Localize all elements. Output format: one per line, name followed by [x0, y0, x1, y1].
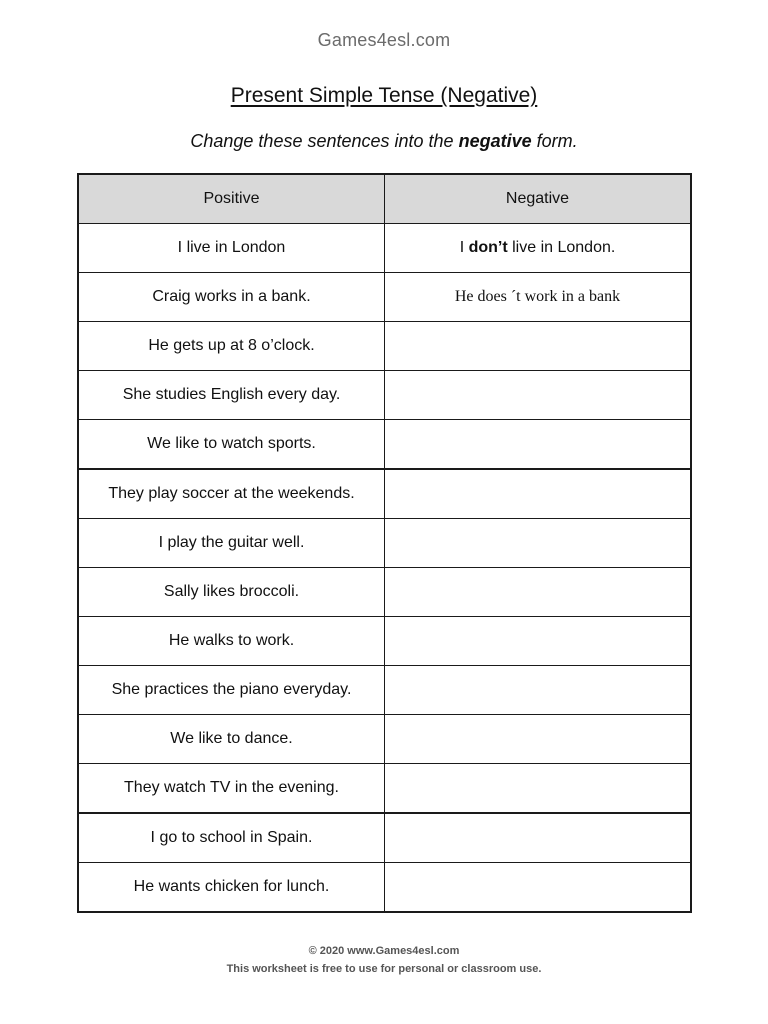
positive-cell: We like to watch sports. — [78, 420, 385, 470]
site-header: Games4esl.com — [317, 30, 451, 50]
positive-cell: I go to school in Spain. — [78, 813, 385, 863]
example-bold: don’t — [468, 239, 508, 256]
instruction-emphasis: negative — [458, 131, 532, 151]
negative-cell[interactable] — [385, 371, 692, 420]
negative-cell[interactable]: He does ´t work in a bank — [385, 273, 692, 322]
negative-cell[interactable] — [385, 519, 692, 568]
footer-note: This worksheet is free to use for personal or classroom use. — [226, 963, 542, 975]
positive-cell: We like to dance. — [78, 715, 385, 764]
negative-cell[interactable] — [385, 617, 692, 666]
negative-cell-example[interactable] — [385, 224, 692, 273]
worksheet-table — [77, 173, 692, 913]
positive-cell: He gets up at 8 o’clock. — [78, 322, 385, 371]
page-title: Present Simple Tense (Negative) — [230, 84, 538, 107]
negative-cell[interactable] — [385, 666, 692, 715]
table-header-row — [78, 174, 691, 224]
negative-cell[interactable] — [385, 764, 692, 814]
table-row — [78, 322, 691, 371]
table-row — [78, 813, 691, 863]
table-row — [78, 863, 691, 913]
negative-cell[interactable] — [385, 469, 692, 519]
table-row — [78, 617, 691, 666]
positive-cell: They play soccer at the weekends. — [78, 469, 385, 519]
example-after: live in London. — [507, 239, 616, 256]
table-row — [78, 519, 691, 568]
footer-copyright: © 2020 www.Games4esl.com — [308, 945, 460, 957]
table-row — [78, 420, 691, 470]
table-row — [78, 666, 691, 715]
table-row — [78, 764, 691, 814]
positive-cell: He wants chicken for lunch. — [78, 863, 385, 913]
positive-cell: Sally likes broccoli. — [78, 568, 385, 617]
negative-cell[interactable] — [385, 863, 692, 913]
table-row — [78, 715, 691, 764]
positive-cell: She practices the piano everyday. — [78, 666, 385, 715]
table-row — [78, 273, 691, 322]
negative-cell[interactable] — [385, 568, 692, 617]
footer — [0, 942, 768, 978]
table-row — [78, 224, 691, 273]
instruction — [0, 131, 768, 152]
negative-cell[interactable] — [385, 715, 692, 764]
header-positive: Positive — [78, 174, 385, 224]
instruction-before: Change these sentences into the — [190, 131, 459, 151]
negative-cell[interactable] — [385, 322, 692, 371]
positive-cell: I live in London — [78, 224, 385, 273]
negative-cell[interactable] — [385, 813, 692, 863]
instruction-after: form. — [531, 131, 578, 151]
positive-cell: Craig works in a bank. — [78, 273, 385, 322]
table-row — [78, 469, 691, 519]
example-before: I — [459, 239, 469, 256]
positive-cell: They watch TV in the evening. — [78, 764, 385, 814]
positive-cell: She studies English every day. — [78, 371, 385, 420]
positive-cell: He walks to work. — [78, 617, 385, 666]
table-row — [78, 568, 691, 617]
positive-cell: I play the guitar well. — [78, 519, 385, 568]
negative-cell[interactable] — [385, 420, 692, 470]
header-negative: Negative — [385, 174, 692, 224]
table-row — [78, 371, 691, 420]
